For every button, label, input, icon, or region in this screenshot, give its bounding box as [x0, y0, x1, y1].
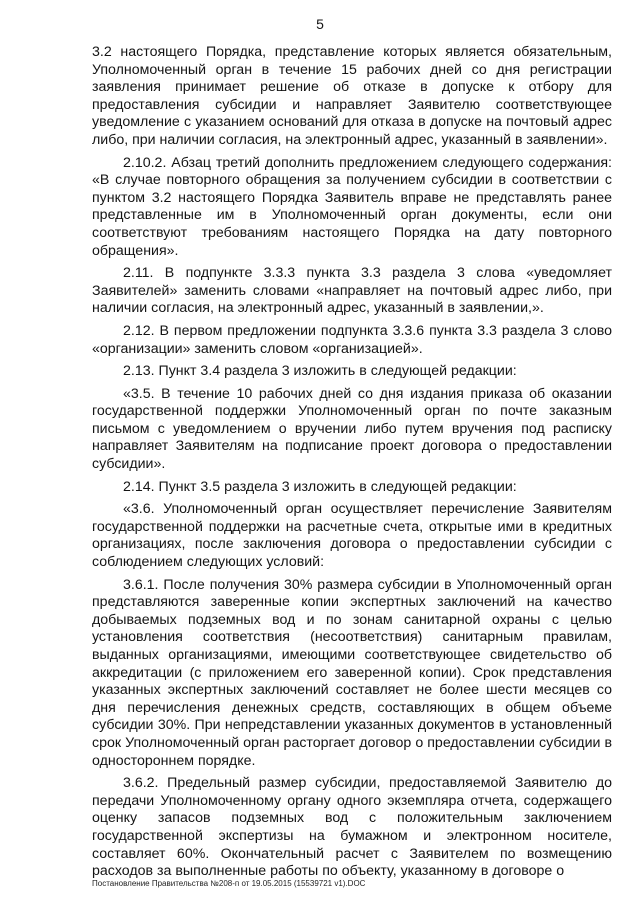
paragraph: 3.2 настоящего Порядка, представление которых является обязательным, Уполномоченный орган в течение 15 рабочих дней со дня регистрации заявления принимает решение об отказе в допуске к отбору для предоставления субсидии и направляет Заявителю соответствующее уведомление с указанием оснований для отказа в допуске на почтовый адрес либо, при наличии согласия, на электронный адрес, указанный в заявлении».: [92, 44, 612, 148]
paragraph: «3.5. В течение 10 рабочих дней со дня издания приказа об оказании государственной поддержки Уполномоченный орган по почте заказным письмом с уведомлением о вручении либо путем вручения под расписку направляет Заявителям на подписание проект договора о предоставлении субсидии».: [92, 385, 612, 473]
paragraph: 2.14. Пункт 3.5 раздела 3 изложить в следующей редакции:: [123, 478, 517, 495]
page-number: 5: [316, 16, 324, 32]
paragraph: 3.6.2. Предельный размер субсидии, предоставляемой Заявителю до передачи Уполномоченному органу одного экземпляра отчета, содержащего оценку запасов подземных вод с положительным заключением государственной экспертизы на бумажном и электронном носителе, составляет 60%. Окончательный расчет с Заявителем по возмещению расходов за выполненные работы по объекту, указанному в договоре о: [92, 775, 612, 880]
paragraph: «3.6. Уполномоченный орган осуществляет перечисление Заявителям государственной поддержки на расчетные счета, открытые ими в кредитных организациях, после заключения договора о предоставлении субсидии с соблюдением следующих условий:: [92, 501, 612, 571]
paragraph: 2.13. Пункт 3.4 раздела 3 изложить в следующей редакции:: [123, 363, 517, 380]
paragraph: 2.12. В первом предложении подпункта 3.3.6 пункта 3.3 раздела 3 слово «организации» заменить словом «организацией».: [92, 322, 612, 357]
document-body: [92, 44, 612, 886]
paragraph: 2.11. В подпункте 3.3.3 пункта 3.3 раздела 3 слова «уведомляет Заявителей» заменить словами «направляет на почтовый адрес либо, при наличии согласия, на электронный адрес, указанный в заявлении,».: [92, 265, 612, 317]
paragraph: 2.10.2. Абзац третий дополнить предложением следующего содержания: «В случае повторного обращения за получением субсидии в соответствии с пунктом 3.2 настоящего Порядка Заявитель вправе не представлять ранее представленные им в Уполномоченный орган документы, если они соответствуют требованиям настоящего Порядка на дату повторного обращения».: [92, 154, 612, 259]
document-footer: Постановление Правительства №208-п от 19.05.2015 (15539721 v1).DOC: [92, 879, 366, 888]
paragraph: 3.6.1. После получения 30% размера субсидии в Уполномоченный орган представляются заверенные копии экспертных заключений на качество добываемых подземных вод и по зонам санитарной охраны с целью установления соответствия (несоответствия) санитарным правилам, выданных организациями, имеющими соответствующее свидетельство об аккредитации (с приложением его заверенной копии). Срок представления указанных экспертных заключений составляет не более шести месяцев со дня перечисления денежных средств, составляющих в общем объеме субсидии 30%. При непредставлении указанных документов в установленный срок Уполномоченный орган расторгает договор о предоставлении субсидии в одностороннем порядке.: [92, 576, 612, 769]
